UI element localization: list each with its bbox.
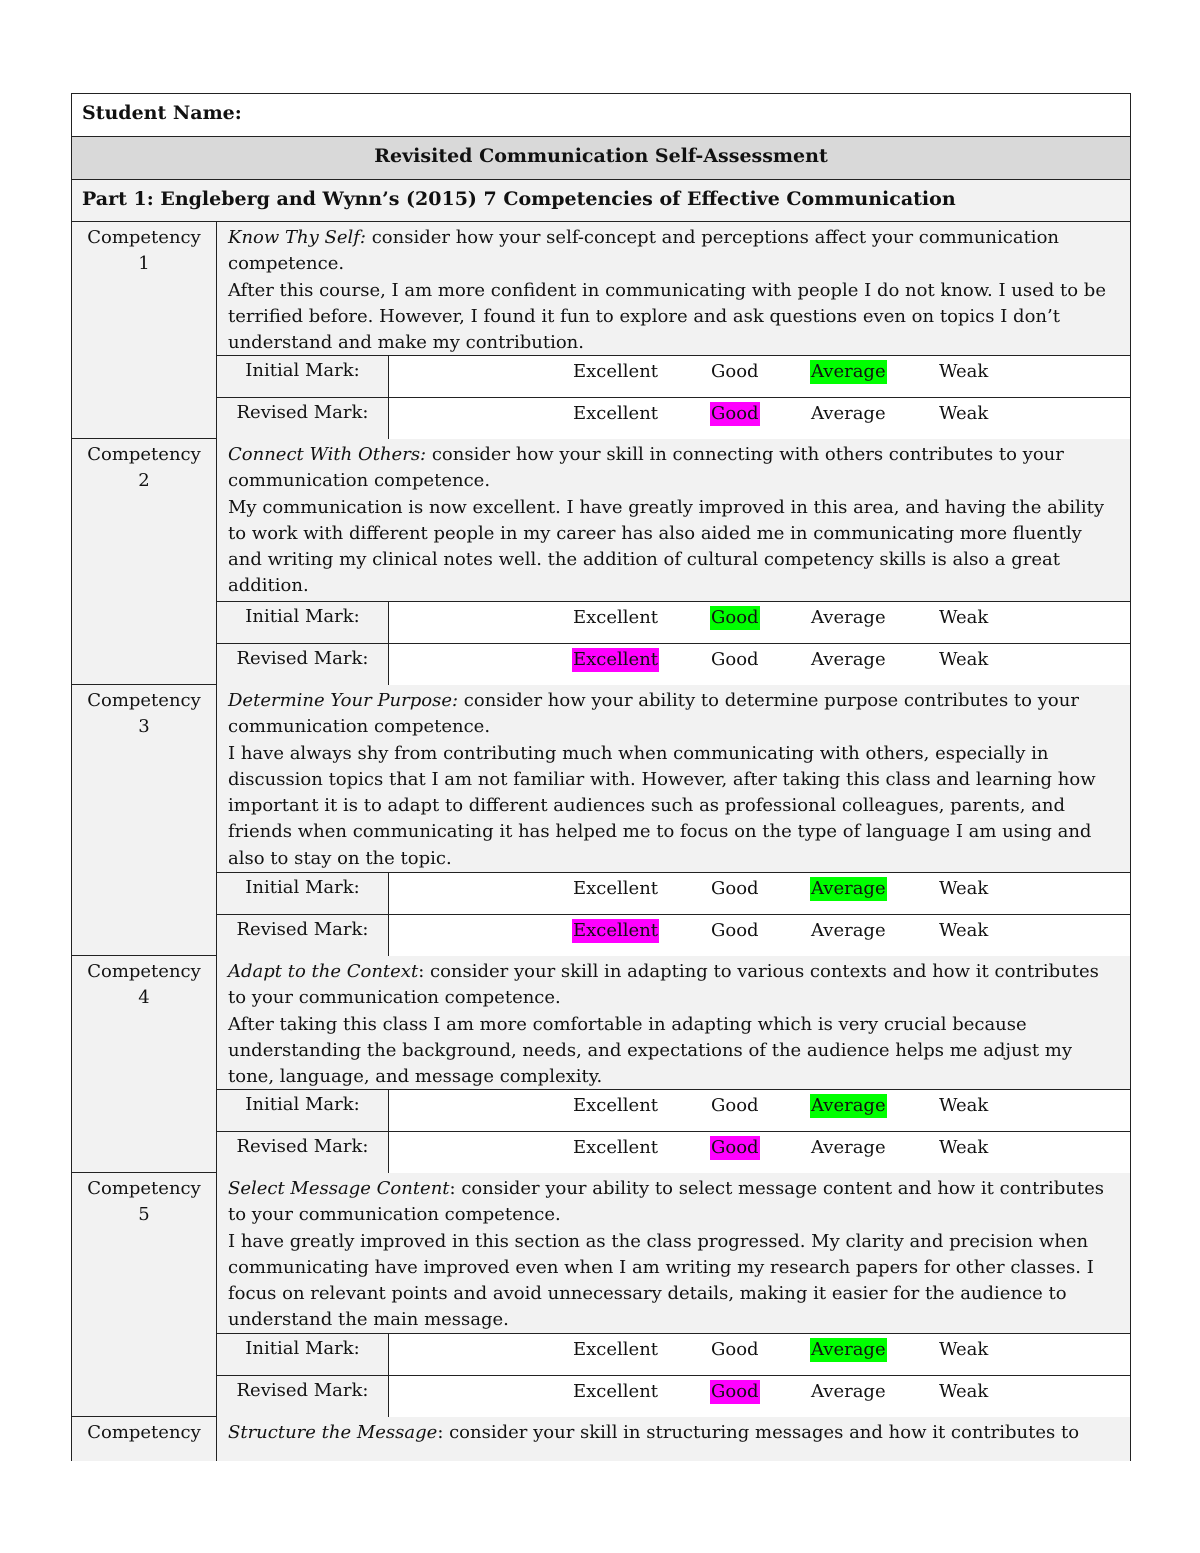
option-average: Average: [811, 1095, 886, 1116]
option-good: Good: [711, 1095, 759, 1116]
option-average: Average: [811, 361, 886, 382]
option-weak: Weak: [939, 403, 989, 424]
part-heading: Part 1: Engleberg and Wynn’s (2015) 7 Competencies of Effective Communication: [82, 188, 956, 210]
competency-block: [72, 439, 1130, 685]
competency-heading: Structure the Message: [228, 1422, 438, 1443]
option-good: Good: [711, 607, 759, 628]
initial-mark-row: Initial Mark: Excellent Good Average Weak: [217, 355, 1130, 397]
part-row: [72, 180, 1130, 222]
option-average: Average: [811, 920, 886, 941]
initial-mark-row: Initial Mark: Excellent Good Average Weak: [217, 1333, 1130, 1375]
competency-description: Determine Your Purpose: consider how your ability to determine purpose contributes to your communication competence. I have always shy from contributing much when communicating with others, especially in discussion topics that I am not familiar with. However, after taking this class and learning how important it is to adapt to different audiences such as professional colleagues, parents, and friends when communicating it has helped me to focus on the type of language I am using and also to stay on the topic.: [228, 690, 1096, 869]
competency-label: Competency 3: [72, 685, 217, 955]
competency-description: Adapt to the Context: consider your skill in adapting to various contexts and how it contributes to your communication competence. After taking this class I am more comfortable in adapting which is very crucial because understanding the background, needs, and expectations of the audience helps me adjust my tone, language, and message complexity.: [228, 961, 1099, 1088]
competency-response: I have greatly improved in this section as the class progressed. My clarity and precision when communicating have improved even when I am writing my research papers for other classes. I focus on relevant points and avoid unnecessary details, making it easier for the audience to understand the main message.: [228, 1230, 1094, 1331]
competency-response: I have always shy from contributing much when communicating with others, especially in discussion topics that I am not familiar with. However, after taking this class and learning how important it is to adapt to different audiences such as professional colleagues, parents, and friends when communicating it has helped me to focus on the type of language I am using and also to stay on the topic.: [228, 742, 1096, 869]
competency-description: Know Thy Self: consider how your self-concept and perceptions affect your communication competence. After this course, I am more confident in communicating with people I do not know. I used to be terrified before. However, I found it fun to explore and ask questions even on topics I don’t understand and make my contribution.: [228, 227, 1106, 354]
option-average: Average: [811, 1339, 886, 1360]
competency-response: After taking this class I am more comfortable in adapting which is very crucial because understanding the background, needs, and expectations of the audience helps me adjust my tone, language, and message complexity.: [228, 1013, 1073, 1088]
option-good: Good: [711, 1381, 759, 1402]
revised-mark-row: Revised Mark: Excellent Good Average Weak: [217, 397, 1130, 439]
option-good: Good: [711, 361, 759, 382]
option-average: Average: [811, 878, 886, 899]
option-average: Average: [811, 607, 886, 628]
page-title: Revisited Communication Self-Assessment: [374, 145, 828, 167]
option-good: Good: [711, 878, 759, 899]
competency-label: Competency 4: [72, 956, 217, 1172]
student-name-row: [72, 94, 1130, 137]
competency-heading: Determine Your Purpose:: [228, 690, 459, 711]
competency-block: [72, 685, 1130, 956]
initial-mark-row: Initial Mark: Excellent Good Average Weak: [217, 872, 1130, 914]
option-weak: Weak: [939, 920, 989, 941]
competency-label: Competency 5: [72, 1173, 217, 1416]
option-excellent: Excellent: [573, 920, 659, 941]
option-average: Average: [811, 1381, 886, 1402]
competency-label: Competency 2: [72, 439, 217, 684]
option-excellent: Excellent: [573, 649, 659, 670]
option-average: Average: [811, 1137, 886, 1158]
assessment-table: [71, 93, 1131, 1461]
competency-response: After this course, I am more confident in communicating with people I do not know. I used to be terrified before. However, I found it fun to explore and ask questions even on topics I don’t understand and make my contribution.: [228, 279, 1106, 354]
competency-heading: Select Message Content: [228, 1178, 450, 1199]
competency-label: Competency: [72, 1417, 217, 1461]
option-weak: Weak: [939, 1137, 989, 1158]
option-excellent: Excellent: [573, 1381, 659, 1402]
revised-mark-row: Revised Mark: Excellent Good Average Weak: [217, 1375, 1130, 1417]
competency-label: Competency 1: [72, 222, 217, 438]
revised-mark-row: Revised Mark: Excellent Good Average Weak: [217, 914, 1130, 956]
option-excellent: Excellent: [573, 607, 659, 628]
option-weak: Weak: [939, 1381, 989, 1402]
competency-block: [72, 956, 1130, 1173]
revised-mark-row: Revised Mark: Excellent Good Average Weak: [217, 1131, 1130, 1173]
competency-response: My communication is now excellent. I have greatly improved in this area, and having the ability to work with different people in my career has also aided me in communicating more fluently and writing my clinical notes well. the addition of cultural competency skills is also a great addition.: [228, 496, 1105, 597]
competency-block: [72, 1417, 1130, 1461]
option-weak: Weak: [939, 1095, 989, 1116]
competency-heading: Adapt to the Context: [228, 961, 419, 982]
option-excellent: Excellent: [573, 878, 659, 899]
competency-description: Structure the Message: consider your skill in structuring messages and how it contributes to: [228, 1422, 1080, 1443]
competency-description: Connect With Others: consider how your skill in connecting with others contributes to your communication competence. My communication is now excellent. I have greatly improved in this area, and having the ability to work with different people in my career has also aided me in communicating more fluently and writing my clinical notes well. the addition of cultural competency skills is also a great addition.: [228, 444, 1105, 597]
option-weak: Weak: [939, 361, 989, 382]
competency-block: [72, 222, 1130, 439]
option-average: Average: [811, 649, 886, 670]
option-good: Good: [711, 1339, 759, 1360]
option-weak: Weak: [939, 878, 989, 899]
initial-mark-row: Initial Mark: Excellent Good Average Weak: [217, 601, 1130, 643]
competency-heading: Connect With Others:: [228, 444, 427, 465]
competency-block: [72, 1173, 1130, 1417]
option-good: Good: [711, 1137, 759, 1158]
revised-mark-row: Revised Mark: Excellent Good Average Weak: [217, 643, 1130, 685]
option-excellent: Excellent: [573, 361, 659, 382]
option-good: Good: [711, 649, 759, 670]
student-name-label: Student Name:: [82, 102, 242, 124]
option-weak: Weak: [939, 1339, 989, 1360]
option-weak: Weak: [939, 649, 989, 670]
option-excellent: Excellent: [573, 403, 659, 424]
option-excellent: Excellent: [573, 1137, 659, 1158]
title-row: [72, 137, 1130, 180]
competency-heading: Know Thy Self:: [228, 227, 366, 248]
option-excellent: Excellent: [573, 1339, 659, 1360]
option-average: Average: [811, 403, 886, 424]
option-excellent: Excellent: [573, 1095, 659, 1116]
option-weak: Weak: [939, 607, 989, 628]
competency-description: Select Message Content: consider your ability to select message content and how it contributes to your communication competence. I have greatly improved in this section as the class progressed. My clarity and precision when communicating have improved even when I am writing my research papers for other classes. I focus on relevant points and avoid unnecessary details, making it easier for the audience to understand the main message.: [228, 1178, 1104, 1331]
initial-mark-row: Initial Mark: Excellent Good Average Weak: [217, 1089, 1130, 1131]
option-good: Good: [711, 403, 759, 424]
option-good: Good: [711, 920, 759, 941]
